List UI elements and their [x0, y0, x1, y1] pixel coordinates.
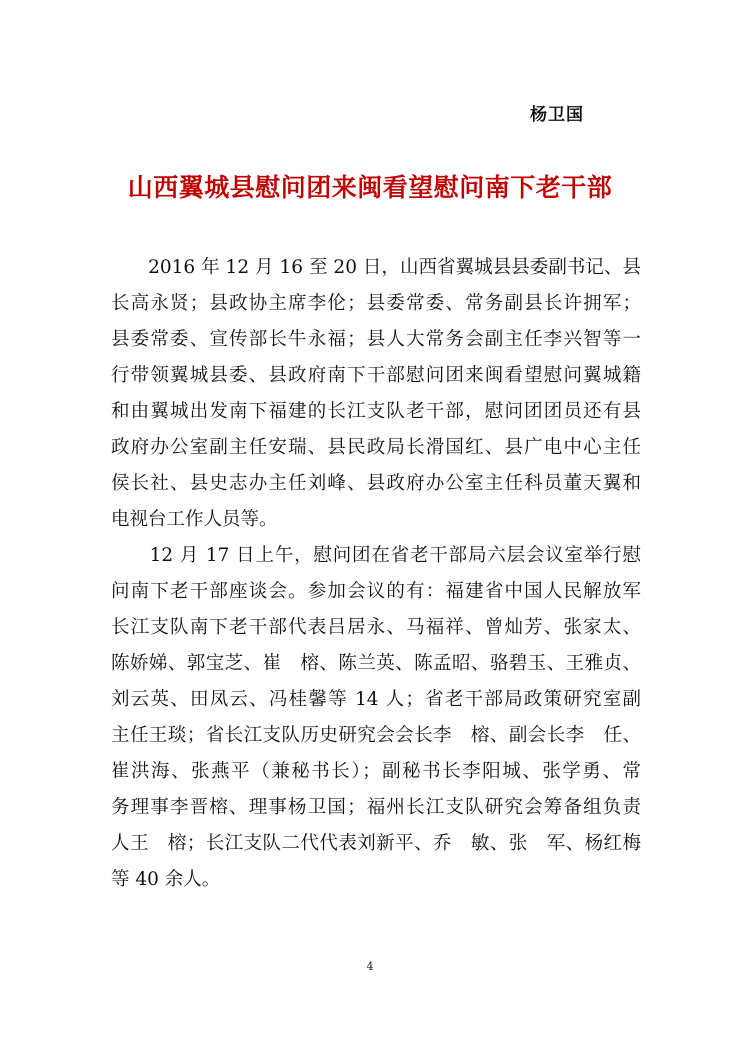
text-line: 县委常委、宣传部长牛永福；县人大常务会副主任李兴智等一 — [111, 329, 641, 350]
text-line: 主任王琰；省长江支队历史研究会会长李 榕、副会长李 任、 — [111, 725, 641, 746]
paragraph-1 — [111, 250, 641, 538]
text-line: 人王 榕；长江支队二代代表刘新平、乔 敏、张 军、杨红梅 — [111, 833, 641, 854]
article-title: 山西翼城县慰问团来闽看望慰问南下老干部 — [127, 173, 613, 202]
article-body — [111, 250, 641, 898]
text-line: 陈娇娣、郭宝芝、崔 榕、陈兰英、陈孟昭、骆碧玉、王雅贞、 — [111, 653, 641, 674]
text-line: 问南下老干部座谈会。参加会议的有：福建省中国人民解放军 — [111, 581, 641, 602]
text-line: 长高永贤；县政协主席李伦；县委常委、常务副县长许拥军； — [111, 293, 641, 314]
text-line: 刘云英、田凤云、冯桂馨等 14 人；省老干部局政策研究室副 — [111, 689, 641, 710]
text-line: 长江支队南下老干部代表吕居永、马福祥、曾灿芳、张家太、 — [111, 617, 641, 638]
text-line: 行带领翼城县委、县政府南下干部慰问团来闽看望慰问翼城籍 — [111, 365, 641, 386]
text-line: 等 40 余人。 — [111, 869, 221, 890]
text-line: 和由翼城出发南下福建的长江支队老干部，慰问团团员还有县 — [111, 401, 641, 422]
text-line: 侯长社、县史志办主任刘峰、县政府办公室主任科员董天翼和 — [111, 473, 641, 494]
text-line: 务理事李晋榕、理事杨卫国；福州长江支队研究会筹备组负责 — [111, 797, 641, 818]
text-line: 政府办公室副主任安瑞、县民政局长滑国红、县广电中心主任 — [111, 437, 641, 458]
author-name: 杨卫国 — [530, 105, 584, 125]
page-number: 4 — [366, 960, 374, 973]
text-line: 2016 年 12 月 16 至 20 日，山西省翼城县县委副书记、县 — [111, 257, 641, 278]
paragraph-2 — [111, 538, 641, 898]
text-line: 崔洪海、张燕平（兼秘书长）；副秘书长李阳城、张学勇、常 — [111, 761, 641, 782]
text-line: 电视台工作人员等。 — [111, 509, 278, 530]
text-line: 12 月 17 日上午，慰问团在省老干部局六层会议室举行慰 — [111, 545, 641, 566]
